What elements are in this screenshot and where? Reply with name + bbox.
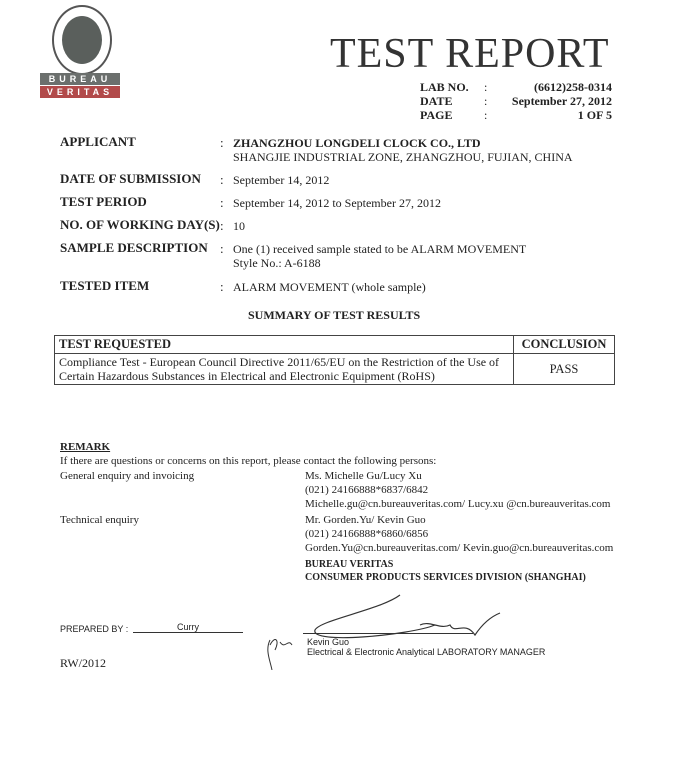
org-division: CONSUMER PRODUCTS SERVICES DIVISION (SHANGHAI): [305, 572, 586, 583]
logo-top: BUREAU: [40, 73, 120, 85]
test-period-value: September 14, 2012 to September 27, 2012: [233, 196, 441, 210]
applicant-address: SHANGJIE INDUSTRIAL ZONE, ZHANGZHOU, FUJIAN, CHINA: [233, 150, 573, 164]
test-line: Certain Hazardous Substances in Electrical and Electronic Equipment (RoHS): [59, 369, 435, 383]
colon: :: [220, 135, 224, 150]
date-label: DATE: [420, 94, 453, 108]
contact-label: Technical enquiry: [60, 514, 139, 526]
tested-item-value: ALARM MOVEMENT (whole sample): [233, 280, 426, 294]
summary-title: SUMMARY OF TEST RESULTS: [248, 308, 421, 322]
signature-line: [303, 633, 473, 634]
submission-value: September 14, 2012: [233, 173, 330, 187]
contact-phone: (021) 24166888*6860/6856: [305, 528, 429, 540]
colon: :: [484, 94, 488, 108]
contact-email: Gorden.Yu@cn.bureauveritas.com/ Kevin.guo@cn.bureauveritas.com: [305, 542, 614, 554]
colon: :: [220, 279, 224, 294]
table-row: [55, 354, 615, 385]
lab-no-value: (6612)258-0314: [534, 80, 612, 94]
remark-intro: If there are questions or concerns on this report, please contact the following persons:: [60, 455, 437, 467]
results-table: [54, 335, 615, 385]
style-number: Style No.: A-6188: [233, 256, 321, 270]
colon: :: [220, 172, 224, 187]
signer-title: Electrical & Electronic Analytical LABORATORY MANAGER: [307, 647, 546, 657]
contact-phone: (021) 24166888*6837/6842: [305, 484, 429, 496]
colon: :: [484, 80, 488, 94]
footer-code: RW/2012: [60, 656, 107, 670]
sample-description-label: SAMPLE DESCRIPTION: [60, 240, 208, 255]
working-days-value: 10: [233, 219, 245, 233]
colon: :: [484, 108, 488, 122]
org-name: BUREAU VERITAS: [305, 559, 394, 570]
report-title: TEST REPORT: [330, 31, 610, 77]
prepared-by-name: Curry: [133, 622, 243, 633]
submission-label: DATE OF SUBMISSION: [60, 171, 201, 186]
header-test-requested: TEST REQUESTED: [55, 336, 514, 354]
sample-description-value: One (1) received sample stated to be ALARM MOVEMENT: [233, 242, 527, 256]
test-period-label: TEST PERIOD: [60, 194, 147, 209]
conclusion-value: PASS: [514, 354, 615, 385]
working-days-label: NO. OF WORKING DAY(S): [60, 217, 220, 232]
tested-item-label: TESTED ITEM: [60, 278, 150, 293]
colon: :: [220, 218, 224, 233]
contact-email: Michelle.gu@cn.bureauveritas.com/ Lucy.xu @cn.bureauveritas.com: [305, 498, 611, 510]
lab-no-label: LAB NO.: [420, 80, 469, 94]
contact-names: Ms. Michelle Gu/Lucy Xu: [305, 470, 422, 482]
test-line: Compliance Test - European Council Directive 2011/65/EU on the Restriction of the Use of: [59, 355, 500, 369]
colon: :: [220, 195, 224, 210]
remark-title: REMARK: [60, 441, 111, 453]
signer-name: Kevin Guo: [307, 637, 350, 647]
logo-bottom: VERITAS: [40, 86, 120, 98]
colon: :: [220, 241, 224, 256]
date-value: September 27, 2012: [511, 94, 612, 108]
contact-names: Mr. Gorden.Yu/ Kevin Guo: [305, 514, 426, 526]
applicant-label: APPLICANT: [60, 134, 136, 149]
contact-label: General enquiry and invoicing: [60, 470, 195, 482]
prepared-by-label: PREPARED BY :: [60, 624, 129, 634]
page-value: 1 OF 5: [577, 108, 612, 122]
page-label: PAGE: [420, 108, 453, 122]
header-conclusion: CONCLUSION: [514, 336, 615, 354]
applicant-name: ZHANGZHOU LONGDELI CLOCK CO., LTD: [233, 136, 481, 150]
